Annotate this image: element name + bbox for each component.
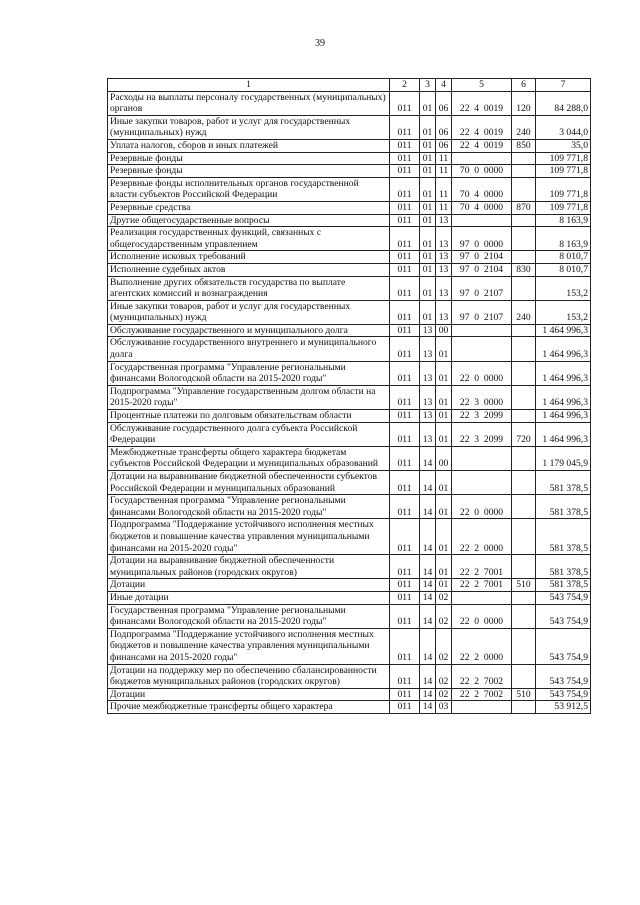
amount: 8 010,7 <box>536 263 591 276</box>
subsection-code: 03 <box>436 701 452 714</box>
table-row <box>108 201 591 214</box>
amount: 1 464 996,3 <box>536 422 591 446</box>
column-number-3: 3 <box>420 79 436 92</box>
table-row <box>108 591 591 604</box>
row-description: Дотации <box>108 688 390 701</box>
table-row <box>108 300 591 324</box>
department-code: 011 <box>390 495 420 519</box>
subsection-code: 01 <box>436 385 452 409</box>
table-row <box>108 91 591 115</box>
section-code: 14 <box>420 555 436 579</box>
amount: 1 464 996,3 <box>536 324 591 337</box>
table-row <box>108 471 591 495</box>
amount: 8 010,7 <box>536 251 591 264</box>
section-code: 01 <box>420 201 436 214</box>
amount: 84 288,0 <box>536 91 591 115</box>
subsection-code: 01 <box>436 555 452 579</box>
target-article-code <box>452 214 512 227</box>
table-row <box>108 446 591 470</box>
expense-type-code <box>512 324 536 337</box>
table-body <box>108 91 591 713</box>
department-code: 011 <box>390 688 420 701</box>
department-code: 011 <box>390 604 420 628</box>
target-article-code: 22 2 7001 <box>452 579 512 592</box>
expense-type-code: 120 <box>512 91 536 115</box>
department-code: 011 <box>390 227 420 251</box>
subsection-code: 01 <box>436 495 452 519</box>
table-row <box>108 251 591 264</box>
expense-type-code: 850 <box>512 139 536 152</box>
subsection-code: 13 <box>436 251 452 264</box>
subsection-code: 11 <box>436 152 452 165</box>
department-code: 011 <box>390 628 420 664</box>
expense-type-code <box>512 177 536 201</box>
subsection-code: 01 <box>436 579 452 592</box>
row-description: Государственная программа "Управление региональными финансами Вологодской области на 2015-2020 годы" <box>108 495 390 519</box>
table-row <box>108 361 591 385</box>
subsection-code: 02 <box>436 664 452 688</box>
department-code: 011 <box>390 591 420 604</box>
subsection-code: 13 <box>436 276 452 300</box>
expense-type-code: 510 <box>512 688 536 701</box>
column-number-7: 7 <box>536 79 591 92</box>
section-code: 13 <box>420 422 436 446</box>
row-description: Процентные платежи по долговым обязательствам области <box>108 410 390 423</box>
table-row <box>108 177 591 201</box>
section-code: 14 <box>420 664 436 688</box>
department-code: 011 <box>390 555 420 579</box>
row-description: Исполнение судебных актов <box>108 263 390 276</box>
expense-type-code: 240 <box>512 115 536 139</box>
subsection-code: 01 <box>436 519 452 555</box>
row-description: Резервные фонды <box>108 152 390 165</box>
department-code: 011 <box>390 422 420 446</box>
expense-type-code <box>512 165 536 178</box>
amount: 53 912,5 <box>536 701 591 714</box>
row-description: Дотации <box>108 579 390 592</box>
table-row <box>108 214 591 227</box>
target-article-code: 22 3 0000 <box>452 385 512 409</box>
table-row <box>108 628 591 664</box>
table-row <box>108 579 591 592</box>
section-code: 14 <box>420 628 436 664</box>
target-article-code: 22 2 7002 <box>452 664 512 688</box>
target-article-code: 70 4 0000 <box>452 177 512 201</box>
row-description: Подпрограмма "Управление государственным долгом области на 2015-2020 годы" <box>108 385 390 409</box>
department-code: 011 <box>390 410 420 423</box>
section-code: 14 <box>420 495 436 519</box>
row-description: Дотации на выравнивание бюджетной обеспеченности субъектов Российской Федерации и муниципальных образований <box>108 471 390 495</box>
expense-type-code: 510 <box>512 579 536 592</box>
column-number-1: 1 <box>108 79 390 92</box>
row-description: Прочие межбюджетные трансферты общего характера <box>108 701 390 714</box>
department-code: 011 <box>390 385 420 409</box>
expense-type-code <box>512 591 536 604</box>
subsection-code: 11 <box>436 201 452 214</box>
target-article-code <box>452 337 512 361</box>
section-code: 13 <box>420 410 436 423</box>
row-description: Иные дотации <box>108 591 390 604</box>
row-description: Обслуживание государственного внутреннего и муниципального долга <box>108 337 390 361</box>
amount: 35,0 <box>536 139 591 152</box>
target-article-code: 22 2 7002 <box>452 688 512 701</box>
target-article-code: 22 3 2099 <box>452 422 512 446</box>
subsection-code: 06 <box>436 139 452 152</box>
expense-type-code: 870 <box>512 201 536 214</box>
expense-type-code <box>512 227 536 251</box>
amount: 153,2 <box>536 300 591 324</box>
table-row <box>108 701 591 714</box>
row-description: Иные закупки товаров, работ и услуг для государственных (муниципальных) нужд <box>108 300 390 324</box>
amount: 109 771,8 <box>536 177 591 201</box>
page-number: 39 <box>315 38 325 49</box>
department-code: 011 <box>390 471 420 495</box>
column-number-5: 5 <box>452 79 512 92</box>
department-code: 011 <box>390 201 420 214</box>
subsection-code: 06 <box>436 115 452 139</box>
section-code: 13 <box>420 324 436 337</box>
target-article-code: 22 2 0000 <box>452 628 512 664</box>
expense-type-code <box>512 410 536 423</box>
section-code: 14 <box>420 579 436 592</box>
table-row <box>108 410 591 423</box>
section-code: 01 <box>420 214 436 227</box>
row-description: Иные закупки товаров, работ и услуг для государственных (муниципальных) нужд <box>108 115 390 139</box>
department-code: 011 <box>390 139 420 152</box>
department-code: 011 <box>390 579 420 592</box>
table-row <box>108 139 591 152</box>
subsection-code: 11 <box>436 177 452 201</box>
amount: 1 464 996,3 <box>536 337 591 361</box>
department-code: 011 <box>390 446 420 470</box>
target-article-code: 22 2 0000 <box>452 519 512 555</box>
section-code: 01 <box>420 276 436 300</box>
expense-type-code <box>512 385 536 409</box>
amount: 8 163,9 <box>536 227 591 251</box>
table-row <box>108 115 591 139</box>
department-code: 011 <box>390 300 420 324</box>
table-row <box>108 422 591 446</box>
department-code: 011 <box>390 337 420 361</box>
target-article-code: 97 0 2107 <box>452 276 512 300</box>
subsection-code: 13 <box>436 227 452 251</box>
row-description: Межбюджетные трансферты общего характера бюджетам субъектов Российской Федерации и муниципальных образований <box>108 446 390 470</box>
department-code: 011 <box>390 701 420 714</box>
section-code: 14 <box>420 519 436 555</box>
section-code: 01 <box>420 263 436 276</box>
department-code: 011 <box>390 263 420 276</box>
target-article-code: 22 0 0000 <box>452 361 512 385</box>
amount: 109 771,8 <box>536 152 591 165</box>
amount: 1 464 996,3 <box>536 410 591 423</box>
table-row <box>108 152 591 165</box>
row-description: Подпрограмма "Поддержание устойчивого исполнения местных бюджетов и повышение качества управления муниципальными финансами на 2015-2020 годы" <box>108 519 390 555</box>
expense-type-code <box>512 628 536 664</box>
table-row <box>108 276 591 300</box>
amount: 543 754,9 <box>536 688 591 701</box>
target-article-code: 22 4 0019 <box>452 91 512 115</box>
table-row <box>108 688 591 701</box>
expense-type-code <box>512 664 536 688</box>
amount: 153,2 <box>536 276 591 300</box>
row-description: Другие общегосударственные вопросы <box>108 214 390 227</box>
row-description: Расходы на выплаты персоналу государственных (муниципальных) органов <box>108 91 390 115</box>
table-row <box>108 385 591 409</box>
expense-type-code <box>512 361 536 385</box>
budget-table <box>107 78 591 714</box>
department-code: 011 <box>390 91 420 115</box>
section-code: 14 <box>420 446 436 470</box>
row-description: Резервные фонды <box>108 165 390 178</box>
section-code: 13 <box>420 385 436 409</box>
department-code: 011 <box>390 324 420 337</box>
amount: 581 378,5 <box>536 579 591 592</box>
section-code: 01 <box>420 152 436 165</box>
column-number-4: 4 <box>436 79 452 92</box>
expense-type-code <box>512 495 536 519</box>
subsection-code: 02 <box>436 591 452 604</box>
department-code: 011 <box>390 165 420 178</box>
table-row <box>108 555 591 579</box>
row-description: Уплата налогов, сборов и иных платежей <box>108 139 390 152</box>
section-code: 01 <box>420 91 436 115</box>
section-code: 14 <box>420 688 436 701</box>
expense-type-code <box>512 214 536 227</box>
amount: 581 378,5 <box>536 495 591 519</box>
amount: 109 771,8 <box>536 165 591 178</box>
table-row <box>108 337 591 361</box>
subsection-code: 02 <box>436 688 452 701</box>
subsection-code: 01 <box>436 337 452 361</box>
amount: 543 754,9 <box>536 664 591 688</box>
amount: 581 378,5 <box>536 555 591 579</box>
target-article-code: 97 0 2107 <box>452 300 512 324</box>
row-description: Выполнение других обязательств государства по выплате агентских комиссий и вознаграждения <box>108 276 390 300</box>
table-row <box>108 263 591 276</box>
expense-type-code <box>512 337 536 361</box>
subsection-code: 00 <box>436 446 452 470</box>
amount: 543 754,9 <box>536 591 591 604</box>
target-article-code: 22 4 0019 <box>452 139 512 152</box>
target-article-code: 97 0 2104 <box>452 251 512 264</box>
subsection-code: 13 <box>436 263 452 276</box>
table-row <box>108 495 591 519</box>
section-code: 01 <box>420 115 436 139</box>
amount: 109 771,8 <box>536 201 591 214</box>
department-code: 011 <box>390 177 420 201</box>
section-code: 01 <box>420 251 436 264</box>
column-number-6: 6 <box>512 79 536 92</box>
section-code: 14 <box>420 604 436 628</box>
subsection-code: 01 <box>436 471 452 495</box>
subsection-code: 00 <box>436 324 452 337</box>
expense-type-code <box>512 471 536 495</box>
target-article-code <box>452 471 512 495</box>
table-row <box>108 227 591 251</box>
target-article-code: 97 0 0000 <box>452 227 512 251</box>
amount: 1 464 996,3 <box>536 385 591 409</box>
row-description: Обслуживание государственного и муниципального долга <box>108 324 390 337</box>
amount: 543 754,9 <box>536 604 591 628</box>
subsection-code: 02 <box>436 604 452 628</box>
subsection-code: 13 <box>436 300 452 324</box>
section-code: 01 <box>420 165 436 178</box>
amount: 581 378,5 <box>536 519 591 555</box>
target-article-code: 22 2 7001 <box>452 555 512 579</box>
department-code: 011 <box>390 152 420 165</box>
table-row <box>108 604 591 628</box>
target-article-code <box>452 701 512 714</box>
amount: 3 044,0 <box>536 115 591 139</box>
section-code: 14 <box>420 701 436 714</box>
table-row <box>108 324 591 337</box>
section-code: 14 <box>420 591 436 604</box>
amount: 581 378,5 <box>536 471 591 495</box>
target-article-code: 97 0 2104 <box>452 263 512 276</box>
expense-type-code <box>512 604 536 628</box>
row-description: Дотации на выравнивание бюджетной обеспеченности муниципальных районов (городских округов) <box>108 555 390 579</box>
expense-type-code <box>512 701 536 714</box>
department-code: 011 <box>390 519 420 555</box>
section-code: 01 <box>420 227 436 251</box>
target-article-code: 22 0 0000 <box>452 604 512 628</box>
row-description: Дотации на поддержку мер по обеспечению сбалансированности бюджетов муниципальных районов (городских округов) <box>108 664 390 688</box>
row-description: Обслуживание государственного долга субъекта Российской Федерации <box>108 422 390 446</box>
section-code: 01 <box>420 177 436 201</box>
expense-type-code <box>512 276 536 300</box>
target-article-code <box>452 446 512 470</box>
expense-type-code <box>512 251 536 264</box>
row-description: Резервные фонды исполнительных органов государственной власти субъектов Российской Федерации <box>108 177 390 201</box>
subsection-code: 06 <box>436 91 452 115</box>
subsection-code: 01 <box>436 361 452 385</box>
target-article-code <box>452 324 512 337</box>
expense-type-code <box>512 555 536 579</box>
target-article-code: 70 4 0000 <box>452 201 512 214</box>
row-description: Подпрограмма "Поддержание устойчивого исполнения местных бюджетов и повышение качества управления муниципальными финансами на 2015-2020 годы" <box>108 628 390 664</box>
subsection-code: 13 <box>436 214 452 227</box>
expense-type-code: 720 <box>512 422 536 446</box>
expense-type-code <box>512 152 536 165</box>
expense-type-code: 240 <box>512 300 536 324</box>
department-code: 011 <box>390 361 420 385</box>
amount: 8 163,9 <box>536 214 591 227</box>
row-description: Государственная программа "Управление региональными финансами Вологодской области на 2015-2020 годы" <box>108 604 390 628</box>
row-description: Резервные средства <box>108 201 390 214</box>
section-code: 14 <box>420 471 436 495</box>
column-number-row <box>108 79 591 92</box>
column-number-2: 2 <box>390 79 420 92</box>
row-description: Государственная программа "Управление региональными финансами Вологодской области на 2015-2020 годы" <box>108 361 390 385</box>
amount: 543 754,9 <box>536 628 591 664</box>
row-description: Реализация государственных функций, связанных с общегосударственным управлением <box>108 227 390 251</box>
table-row <box>108 664 591 688</box>
table-row <box>108 519 591 555</box>
department-code: 011 <box>390 664 420 688</box>
expense-type-code <box>512 519 536 555</box>
target-article-code <box>452 152 512 165</box>
section-code: 13 <box>420 361 436 385</box>
target-article-code: 22 0 0000 <box>452 495 512 519</box>
department-code: 011 <box>390 276 420 300</box>
expense-type-code: 830 <box>512 263 536 276</box>
section-code: 01 <box>420 139 436 152</box>
department-code: 011 <box>390 214 420 227</box>
target-article-code <box>452 591 512 604</box>
row-description: Исполнение исковых требований <box>108 251 390 264</box>
table-row <box>108 165 591 178</box>
target-article-code: 22 3 2099 <box>452 410 512 423</box>
target-article-code: 22 4 0019 <box>452 115 512 139</box>
section-code: 01 <box>420 300 436 324</box>
department-code: 011 <box>390 251 420 264</box>
expense-type-code <box>512 446 536 470</box>
section-code: 13 <box>420 337 436 361</box>
subsection-code: 02 <box>436 628 452 664</box>
amount: 1 464 996,3 <box>536 361 591 385</box>
amount: 1 179 045,9 <box>536 446 591 470</box>
subsection-code: 11 <box>436 165 452 178</box>
department-code: 011 <box>390 115 420 139</box>
subsection-code: 01 <box>436 422 452 446</box>
subsection-code: 01 <box>436 410 452 423</box>
target-article-code: 70 0 0000 <box>452 165 512 178</box>
